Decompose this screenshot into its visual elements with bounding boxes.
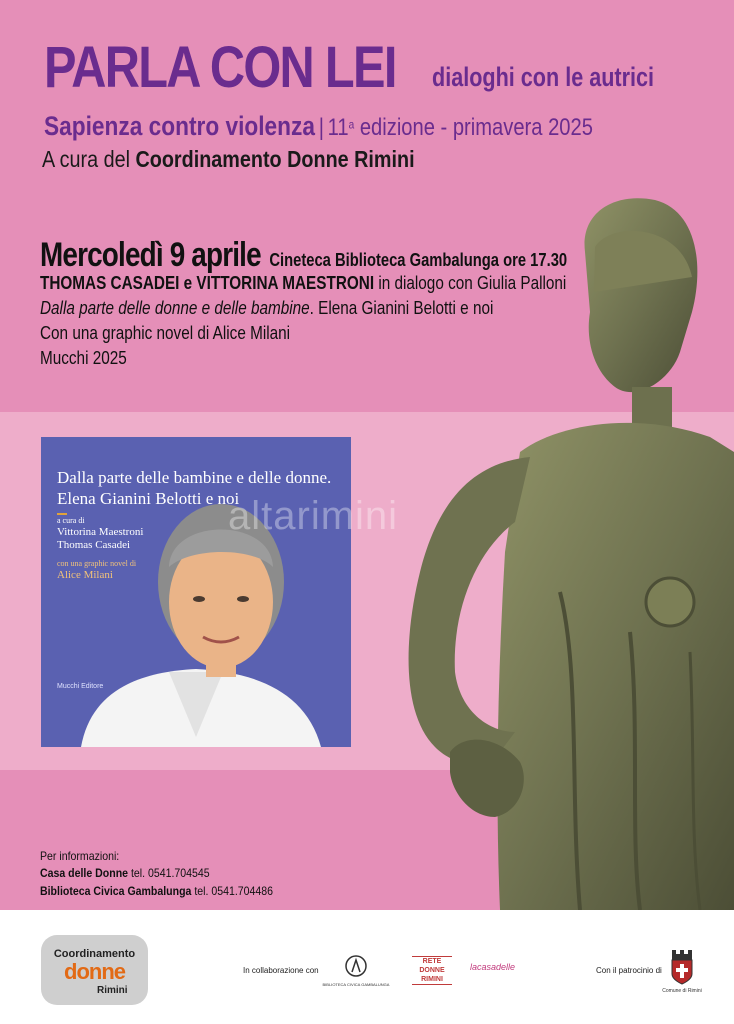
- comune-logo: [660, 946, 704, 996]
- contact-tel1: tel. 0541.704545: [128, 866, 210, 880]
- athena-statue: [380, 192, 734, 910]
- event-title: PARLA CON LEI: [44, 35, 396, 100]
- rete-line2: DONNE: [419, 967, 445, 974]
- cdr-line2: donne: [64, 959, 125, 984]
- contact-org1: Casa delle Donne: [40, 866, 129, 880]
- biblioteca-caption: BIBLIOTECA CIVICA GAMBALUNGA: [322, 982, 390, 987]
- cover-editor1: Vittorina Maestroni: [57, 526, 144, 538]
- comune-caption: Comune di Rimini: [662, 988, 702, 994]
- cdr-line1: Coordinamento: [53, 948, 136, 960]
- contact-label: Per informazioni:: [40, 849, 120, 863]
- contact-org2: Biblioteca Civica Gambalunga: [40, 884, 192, 898]
- event-venue: Cineteca Biblioteca Gambalunga ore 17.30: [269, 250, 568, 270]
- watermark: altarimini: [228, 494, 399, 538]
- event-subtitle: dialoghi con le autrici: [432, 62, 655, 92]
- event-graphic-novel: Con una graphic novel di Alice Milani: [40, 323, 291, 343]
- event-book-rest: . Elena Gianini Belotti e noi: [309, 298, 494, 318]
- curated-by-line: [42, 146, 415, 173]
- event-authors: THOMAS CASADEI e VITTORINA MAESTRONI: [40, 273, 375, 293]
- event-date: Mercoledì 9 aprile: [40, 236, 261, 274]
- cover-curated: a cura di: [57, 516, 85, 525]
- series-separator: |: [318, 114, 324, 141]
- cover-publisher: Mucchi Editore: [57, 683, 104, 690]
- rete-line1: RETE: [422, 958, 442, 965]
- comune-crest-icon: [660, 946, 704, 986]
- curated-prefix: A cura del: [42, 146, 136, 172]
- cover-title-line2: Elena Gianini Belotti e noi: [57, 489, 240, 508]
- edition-superscript: a: [348, 117, 355, 132]
- casa-delle-donne-logo: lacasadelle: [470, 962, 516, 972]
- biblioteca-icon: [318, 952, 394, 982]
- edition-text: edizione - primavera 2025: [354, 114, 593, 141]
- event-book-title: Dalla parte delle donne e delle bambine: [40, 298, 310, 318]
- curated-by-org: Coordinamento Donne Rimini: [135, 146, 415, 172]
- cover-title-line1: Dalla parte delle bambine e delle donne.: [57, 468, 332, 487]
- cover-gn-label: con una graphic novel di: [57, 559, 137, 568]
- edition-number: 11: [327, 114, 349, 141]
- event-dialog: in dialogo con Giulia Palloni: [374, 273, 567, 293]
- biblioteca-logo: [318, 952, 394, 992]
- coordinamento-donne-logo: [41, 935, 148, 1005]
- series-name: Sapienza contro violenza: [44, 111, 315, 141]
- contact-tel2: tel. 0541.704486: [191, 884, 274, 898]
- cover-gn-author: Alice Milani: [57, 569, 113, 581]
- rete-donne-logo: [412, 956, 452, 985]
- cdr-line3: Rimini: [97, 985, 128, 996]
- event-publisher: Mucchi 2025: [40, 348, 127, 368]
- contact-casa: [40, 866, 210, 880]
- collaboration-label: In collaborazione con: [243, 966, 319, 975]
- rete-line3: RIMINI: [421, 976, 443, 983]
- series-line: [44, 111, 593, 142]
- contact-biblioteca: [40, 884, 273, 898]
- cover-editor2: Thomas Casadei: [57, 539, 131, 551]
- patronage-label: Con il patrocinio di: [596, 966, 662, 975]
- book-cover: [41, 437, 351, 747]
- cover-rule: [57, 513, 67, 515]
